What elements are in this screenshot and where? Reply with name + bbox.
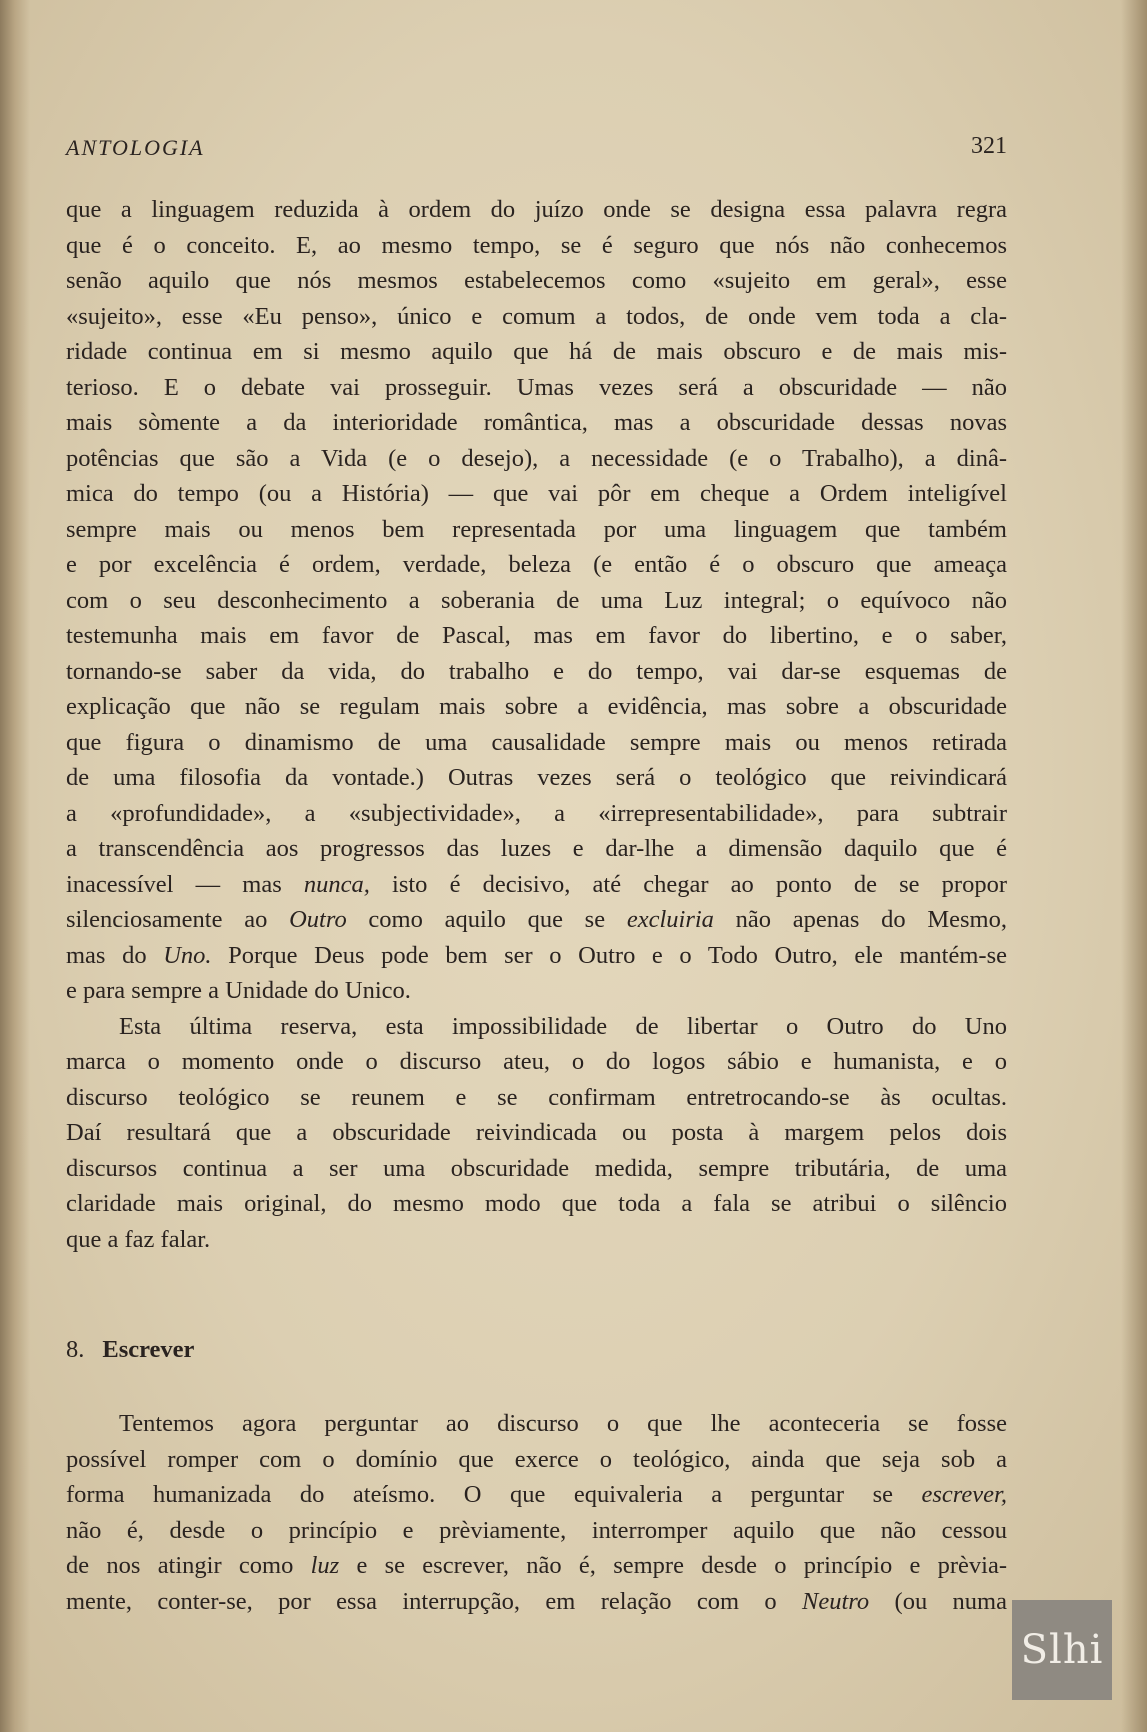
- text-segment: e por excelência é ordem, verdade, beleza (e então é o obscuro que ameaça: [66, 551, 1007, 578]
- paragraph: [66, 1406, 1007, 1619]
- page-number: 321: [971, 133, 1007, 159]
- text-segment: e se escrever, não é, sempre desde o princípio e prèvia-: [339, 1552, 1007, 1579]
- text-segment: de uma filosofia da vontade.) Outras vezes será o teológico que reivindicará: [66, 764, 1007, 791]
- text-segment: que a linguagem reduzida à ordem do juízo onde se designa essa palavra regra: [66, 196, 1007, 223]
- text-line: [66, 1548, 1007, 1584]
- text-line: [66, 938, 1007, 974]
- italic-text: Uno.: [163, 941, 212, 969]
- text-line: [66, 725, 1007, 761]
- section-title: Escrever: [102, 1336, 195, 1363]
- text-segment: discursos continua a ser uma obscuridade medida, sempre tributária, de uma: [66, 1154, 1007, 1182]
- watermark-text: Slhi: [1020, 1627, 1104, 1673]
- text-segment: Daí resultará que a obscuridade reivindicada ou posta à margem pelos dois: [66, 1119, 1007, 1146]
- text-segment: que a faz falar.: [66, 1225, 211, 1253]
- text-segment: a «profundidade», a «subjectividade», a «irrepresentabilidade», para subtrair: [66, 799, 1007, 827]
- text-line: [66, 1044, 1007, 1080]
- text-segment: mas do: [66, 941, 164, 969]
- italic-text: excluiria: [626, 906, 714, 933]
- italic-text: Outro: [289, 906, 347, 933]
- text-segment: potências que são a Vida (e o desejo), a necessidade (e o Trabalho), a dinâ-: [66, 444, 1007, 472]
- text-segment: de nos atingir como: [66, 1552, 311, 1579]
- text-segment: forma humanizada do ateísmo. O que equivaleria a perguntar se: [66, 1481, 922, 1508]
- italic-text: Neutro: [802, 1587, 870, 1615]
- text-line: [66, 192, 1007, 228]
- text-line: [66, 1186, 1007, 1222]
- text-segment: isto é decisivo, até chegar ao ponto de se propor: [369, 870, 1007, 898]
- text-segment: não é, desde o princípio e prèviamente, interromper aquilo que não cessou: [66, 1516, 1007, 1544]
- italic-text: escrever,: [921, 1481, 1007, 1508]
- text-line: [66, 583, 1007, 619]
- text-line: [66, 405, 1007, 441]
- text-segment: mente, conter-se, por essa interrupção, em relação com o: [66, 1587, 802, 1615]
- text-line: [66, 1080, 1007, 1116]
- text-line: [66, 299, 1007, 335]
- text-line: [66, 512, 1007, 548]
- text-segment: marca o momento onde o discurso ateu, o do logos sábio e humanista, e o: [66, 1048, 1007, 1075]
- text-line: [66, 1406, 1007, 1442]
- text-line: [66, 689, 1007, 725]
- text-segment: como aquilo que se: [346, 906, 627, 933]
- text-line: [66, 1151, 1007, 1187]
- text-line: [66, 370, 1007, 406]
- section-heading: [66, 1336, 194, 1364]
- section-number: 8.: [66, 1336, 85, 1363]
- text-segment: Esta última reserva, esta impossibilidade de libertar o Outro do Uno: [119, 1012, 1007, 1040]
- text-line: [66, 618, 1007, 654]
- text-segment: testemunha mais em favor de Pascal, mas em favor do libertino, e o saber,: [66, 622, 1007, 649]
- text-line: [66, 760, 1007, 796]
- watermark-logo: [1012, 1600, 1112, 1700]
- text-segment: e para sempre a Unidade do Unico.: [66, 977, 411, 1004]
- paragraph: [66, 192, 1007, 1009]
- text-line: [66, 547, 1007, 583]
- text-line: [66, 1115, 1007, 1151]
- text-segment: senão aquilo que nós mesmos estabelecemos como «sujeito em geral», esse: [66, 267, 1007, 294]
- text-line: [66, 1222, 1007, 1258]
- text-segment: tornando-se saber da vida, do trabalho e do tempo, vai dar-se esquemas de: [66, 657, 1007, 685]
- body-text-section-1: [66, 192, 1007, 1257]
- text-segment: mais sòmente a da interioridade romântica, mas a obscuridade dessas novas: [66, 409, 1007, 436]
- text-line: [66, 1009, 1007, 1045]
- text-line: [66, 867, 1007, 903]
- text-line: [66, 263, 1007, 299]
- text-segment: claridade mais original, do mesmo modo que toda a fala se atribui o silêncio: [66, 1190, 1007, 1217]
- text-segment: que é o conceito. E, ao mesmo tempo, se é seguro que nós não conhecemos: [66, 231, 1007, 259]
- body-text-section-2: [66, 1406, 1007, 1619]
- text-line: [66, 654, 1007, 690]
- paragraph: [66, 1009, 1007, 1258]
- text-segment: mica do tempo (ou a História) — que vai pôr em cheque a Ordem inteligível: [66, 480, 1007, 507]
- text-segment: com o seu desconhecimento a soberania de uma Luz integral; o equívoco não: [66, 586, 1007, 614]
- text-segment: a transcendência aos progressos das luzes e dar-lhe a dimensão daquilo que é: [66, 835, 1007, 862]
- text-line: [66, 902, 1007, 938]
- text-line: [66, 1477, 1007, 1513]
- text-line: [66, 796, 1007, 832]
- text-segment: Tentemos agora perguntar ao discurso o que lhe aconteceria se fosse: [119, 1410, 1007, 1437]
- text-segment: que figura o dinamismo de uma causalidade sempre mais ou menos retirada: [66, 728, 1007, 756]
- text-segment: não apenas do Mesmo,: [713, 906, 1007, 933]
- running-head: [66, 133, 1007, 165]
- text-line: [66, 973, 1007, 1009]
- text-line: [66, 1442, 1007, 1478]
- text-line: [66, 334, 1007, 370]
- text-segment: sempre mais ou menos bem representada por uma linguagem que também: [66, 515, 1007, 543]
- italic-text: luz: [310, 1552, 340, 1579]
- text-segment: silenciosamente ao: [66, 906, 290, 933]
- text-line: [66, 1513, 1007, 1549]
- running-title: ANTOLOGIA: [66, 135, 205, 160]
- text-segment: ridade continua em si mesmo aquilo que há de mais obscuro e de mais mis-: [66, 338, 1007, 365]
- text-segment: «sujeito», esse «Eu penso», único e comum a todos, de onde vem toda a cla-: [66, 302, 1007, 330]
- text-segment: inacessível — mas: [66, 870, 304, 898]
- text-segment: explicação que não se regulam mais sobre a evidência, mas sobre a obscuridade: [66, 693, 1007, 720]
- italic-text: nunca,: [303, 870, 370, 898]
- text-line: [66, 476, 1007, 512]
- text-line: [66, 831, 1007, 867]
- text-segment: discurso teológico se reunem e se confirmam entretrocando-se às ocultas.: [66, 1083, 1007, 1111]
- text-line: [66, 1584, 1007, 1620]
- text-segment: possível romper com o domínio que exerce o teológico, ainda que seja sob a: [66, 1445, 1007, 1473]
- text-segment: (ou numa: [869, 1587, 1007, 1615]
- text-line: [66, 228, 1007, 264]
- text-segment: terioso. E o debate vai prosseguir. Umas vezes será a obscuridade — não: [66, 373, 1007, 401]
- text-segment: Porque Deus pode bem ser o Outro e o Todo Outro, ele mantém-se: [211, 941, 1007, 969]
- text-line: [66, 441, 1007, 477]
